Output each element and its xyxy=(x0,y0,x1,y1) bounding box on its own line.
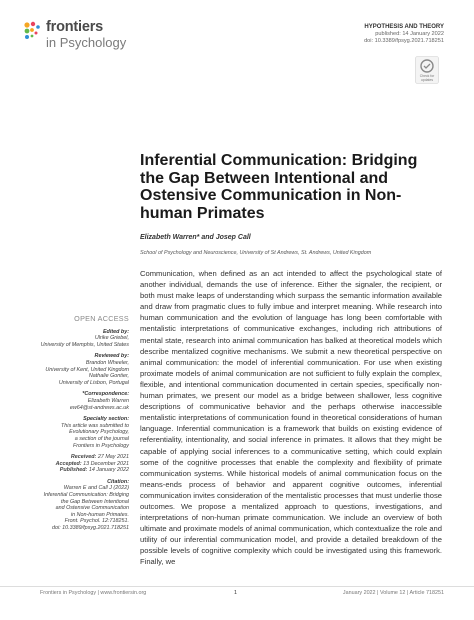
citation-line: and Ostensive Communication xyxy=(55,505,129,512)
citation-line: Front. Psychol. 12:718251. xyxy=(64,518,129,525)
accepted-date xyxy=(26,461,129,468)
published-value: 14 January 2022 xyxy=(88,467,129,474)
citation-line: Inferential Communication: Bridging xyxy=(43,492,129,499)
specialty-line: This article was submitted to xyxy=(60,422,129,429)
article-authors[interactable]: Elizabeth Warren* and Josep Call xyxy=(140,234,251,241)
logo-journal-name: in Psychology xyxy=(46,35,127,50)
article-doi[interactable]: doi: 10.3389/fpsyg.2021.718251 xyxy=(364,38,444,44)
reviewer-affiliation: University of Lisbon, Portugal xyxy=(58,379,129,386)
editor-affiliation: University of Memphis, United States xyxy=(40,341,129,348)
open-access-label: OPEN ACCESS xyxy=(74,314,129,323)
specialty-line: Frontiers in Psychology xyxy=(72,442,129,449)
specialty-line: a section of the journal xyxy=(74,435,129,442)
published-date: published: 14 January 2022 xyxy=(375,31,444,37)
accepted-label: Accepted: xyxy=(55,460,82,467)
received-label: Received: xyxy=(70,454,97,461)
footer-divider xyxy=(0,586,474,587)
citation-heading: Citation: xyxy=(107,478,129,485)
author-affiliation: School of Psychology and Neuroscience, University of St Andrews, St. Andrews, United Kingdom xyxy=(140,250,372,256)
logo-wordmark: frontiers xyxy=(46,19,104,35)
specialty-section-heading: Specialty section: xyxy=(83,416,129,423)
check-label-1: Check for xyxy=(419,74,435,78)
page-number: 1 xyxy=(234,590,237,596)
received-value: 27 May 2021 xyxy=(97,454,129,461)
citation-line: the Gap Between Intentional xyxy=(60,498,129,505)
abstract-text: Communication, when defined as an act intended to affect the psychological state of another individual, demands the use of inference. Either the signaler, the recipient, or both must make leaps of understanding which surpass the semantic information available and draw from pragmatic clues to fully imbue and interpret meaning. While research into human communication and the evolution of language has long been comfortable with mentalistic interpretations of communicative exchanges, including rich attributions of mental state, research into animal communication has balked at theoretical models which describe mentalized cognitive mechanisms. We submit a new theoretical perspective on animal communication: the model of inferential communication. For use when existing proximate models of animal communication are not sufficient to fully explain the complex, flexible, and intentional communication documented in certain species, specifically non-human primates, we present our model as a bridge between shallower, less cognitive descriptions of communicative behavior and the perhaps otherwise inaccessible mentalistic interpretations of communication found in theoretical considerations of human language. Inferential communication is a framework that builds on existing evidence of referentiality, intentionality, and social inference in primates. It allows that they might be capable of applying social inferences to a communicative setting, which could explain some of the cognitive processes that enable the complexity and flexibility of primate communication systems. While historical models of animal communication focus on the means-ends process of behavior and apparent cognitive outcomes, inferential communication invites consideration of the mentalistic processes that must underlie those outcomes. We propose a mentalized approach to questions, investigations, and interpretations of non-human primate communication. We include an overview of both ultimate and proximate models of animal communication, which contextualize the role and utility of our inferential communication model, and provide a detailed breakdown of the possible levels of cognitive complexity which could be investigated using this framework. Finally, we xyxy=(140,269,442,567)
correspondence-name: Elizabeth Warren xyxy=(87,397,129,404)
article-sidebar xyxy=(26,316,129,532)
reviewed-by-heading: Reviewed by: xyxy=(94,353,129,360)
editor-name: Ulrike Griebel, xyxy=(94,335,129,342)
check-label-2: updates xyxy=(420,78,434,82)
frontiers-logo[interactable] xyxy=(22,20,172,54)
published-date-sidebar xyxy=(26,467,129,474)
article-type: HYPOTHESIS AND THEORY xyxy=(364,24,444,30)
reviewer-affiliation: University of Kent, United Kingdom xyxy=(45,366,129,373)
article-title: Inferential Communication: Bridging the Gap Between Intentional and Ostensive Communication in Non-human Primates xyxy=(140,152,418,222)
edited-by-heading: Edited by: xyxy=(102,328,129,335)
citation-line: Warren E and Call J (2022) xyxy=(63,485,129,492)
citation-line: in Non-human Primates. xyxy=(70,511,129,518)
check-for-updates-badge[interactable] xyxy=(415,56,439,84)
citation-doi[interactable]: doi: 10.3389/fpsyg.2021.718251 xyxy=(51,525,129,532)
correspondence-heading: *Correspondence: xyxy=(82,391,129,398)
published-label: Published: xyxy=(59,467,88,474)
received-date xyxy=(26,454,129,461)
accepted-value: 13 December 2021 xyxy=(83,460,129,467)
frontiers-logo-icon xyxy=(22,20,42,42)
correspondence-email[interactable]: ew64@st-andrews.ac.uk xyxy=(69,404,129,411)
footer-journal-link[interactable]: Frontiers in Psychology | www.frontiersin.org xyxy=(40,590,147,596)
specialty-line: Evolutionary Psychology, xyxy=(69,429,129,436)
reviewer-name: Nathalie Gontier, xyxy=(88,373,129,380)
footer-issue-info: January 2022 | Volume 12 | Article 718251 xyxy=(342,590,444,596)
article-meta-header xyxy=(364,24,444,45)
reviewer-name: Brandon Wheeler, xyxy=(85,359,129,366)
check-updates-icon xyxy=(415,56,439,84)
